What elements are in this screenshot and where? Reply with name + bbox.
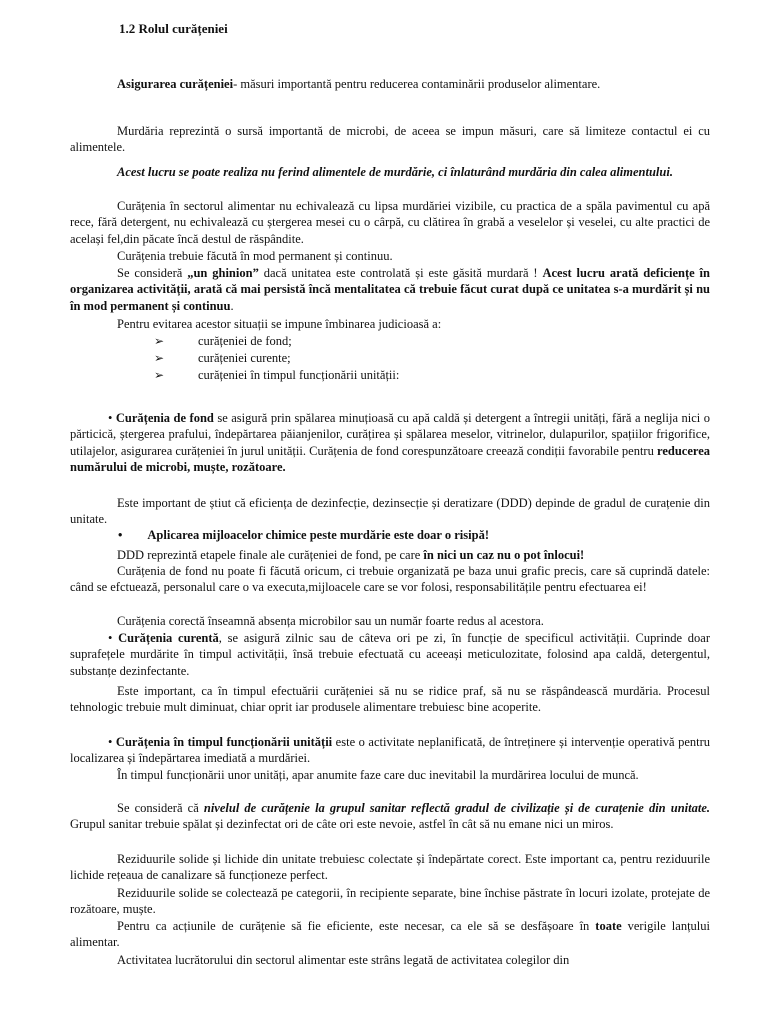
list-item-text: curățeniei curente; xyxy=(198,351,291,366)
bold-term: Curățenia în timpul funcționării unității xyxy=(115,735,333,749)
paragraph-text: este o activitate neplanificată, de întreținere și intervenție operativă pentru localizarea și îndepărtarea imediată a murdăriei. xyxy=(70,735,710,766)
paragraph-faze-murdarire: În timpul funcționării unor unități, apar anumite faze care duc inevitabil la murdărirea locului de muncă. xyxy=(117,768,639,782)
bullet-icon: • xyxy=(118,528,123,542)
paragraph-emphasis: Acest lucru se poate realiza nu ferind alimentele de murdărie, ci înlaturând murdăria din calea alimentului. xyxy=(117,165,673,179)
section-title: 1.2 Rolul curățeniei xyxy=(119,21,228,36)
paragraph-curatenie-definition xyxy=(70,76,710,92)
paragraph-text: Grupul sanitar trebuie spălat și dezinfectat ori de câte ori este nevoie, astfel în cât să nu emane nici un miros. xyxy=(70,817,614,832)
bold-term: Curățenia de fond xyxy=(115,411,214,425)
bold-term: Curățenia curentă xyxy=(118,631,219,645)
paragraph-text: se asigură prin spălarea minuțioasă cu apă caldă și detergent a întregii unități, fără a neglija nici o părticică, ștergerea prafului, îndepărtarea păianjenilor, curățirea și spălarea meselor, vitrinelor, dulapurilor, spațiilor frigorifice, utilajelor, asigurarea curățeniei în jurul unității. Curățenia de fond corespunzătoare creează condiții favorabile pentru xyxy=(70,411,710,458)
paragraph-ddd-etape xyxy=(70,547,710,563)
paragraph-actiuni-curatenie xyxy=(70,918,710,951)
paragraph-text: - măsuri importantă pentru reducerea contaminării produselor alimentare. xyxy=(233,77,601,91)
list-item-text: curățeniei în timpul funcționării unității: xyxy=(198,368,400,383)
paragraph-sector-alimentar: Curățenia în sectorul alimentar nu echivalează cu lipsa murdăriei vizibile, cu practica de a spăla pavimentul cu apă rece, fără detergent, nu echivalează cu ștergerea mesei cu o cârpă, cu clătirea în grabă a veselelor și veselei, cu alte practici de același fel,din păcate încă destul de răspândite. xyxy=(70,199,710,246)
paragraph-praf: Este important, ca în timpul efectuării curățeniei să nu se ridice praf, să nu se răspândească murdăria. Procesul tehnologic trebuie mult diminuat, chiar oprit iar produsele alimentare trebuiesc bine acoperite. xyxy=(70,684,710,715)
list-item xyxy=(154,367,399,384)
list-item xyxy=(154,350,399,367)
paragraph-text: , se asigură zilnic sau de câteva ori pe zi, în funcție de specificul activității. Cuprinde doar suprafețele murdărite în timpul activității, însă trebuie efectuată cu aceeași meticulozitate, folosind apa caldă, detergentul, substanțe dezinfectante. xyxy=(70,631,710,678)
bold-term: Asigurarea curățeniei xyxy=(117,77,234,91)
paragraph-text: Se consideră că xyxy=(117,801,204,815)
bullet-icon: • xyxy=(108,411,113,425)
paragraph-text: Pentru ca acțiunile de curățenie să fie eficiente, este necesar, ca ele să se desfășoare în xyxy=(117,919,596,933)
paragraph-text: dacă unitatea este controlată și este găsită murdară ! xyxy=(258,266,543,280)
bullet-icon: • xyxy=(108,735,113,749)
bold-text: reducerea numărului de microbi, muște, rozătoare. xyxy=(70,443,710,475)
paragraph-grafic: Curățenia de fond nu poate fi făcută oricum, ci trebuie organizată pe baza unui grafic precis, care să cuprindă datele: când se efctuează, personalul care o va executa,mijloacele care se vor folosi, responsabilitățile pentru efectuarea ei! xyxy=(70,564,710,595)
paragraph-text: Se consideră xyxy=(117,266,188,280)
paragraph-evitare: Pentru evitarea acestor situații se impune îmbinarea judicioasă a: xyxy=(117,317,442,331)
bold-text: toate xyxy=(595,919,622,933)
paragraph-murdaria: Murdăria reprezintă o sursă importantă de microbi, de aceea se impun măsuri, care să limiteze contactul ei cu alimentele. xyxy=(70,124,710,155)
bold-term: „un ghinion” xyxy=(187,266,259,280)
paragraph-ddd-eficienta: Este important de știut că eficiența de dezinfecție, dezinsecție și deratizare (DDD) depinde de gradul de curațenie din unitate. xyxy=(70,496,710,527)
cleaning-types-list xyxy=(154,333,399,385)
paragraph-lucrator: Activitatea lucrătorului din sectorul alimentar este strâns legată de activitatea colegilor din xyxy=(117,953,570,967)
arrow-bullet-icon: ➢ xyxy=(154,334,165,348)
list-item-text: curățeniei de fond; xyxy=(198,334,292,348)
paragraph-curatenia-timpul-functionarii xyxy=(70,734,710,767)
bullet-icon: • xyxy=(108,631,113,645)
list-item xyxy=(154,333,399,350)
paragraph-text: verigile lanțului alimentar. xyxy=(70,919,710,950)
bold-text: Acest lucru arată deficiențe în organizarea activității, arată că mai persistă încă mentalitatea că trebuie făcut curat după ce unitatea s-a murdărit și nu în mod permanent și continuu xyxy=(70,266,710,313)
paragraph-grup-sanitar xyxy=(70,800,710,833)
arrow-bullet-icon: ➢ xyxy=(154,351,165,366)
paragraph-text: DDD reprezintă etapele finale ale curățeniei de fond, pe care xyxy=(117,548,424,562)
paragraph-absenta-microbi: Curățenia corectă înseamnă absența microbilor sau un număr foarte redus al acestora. xyxy=(117,614,544,628)
paragraph-ghinion xyxy=(70,265,710,314)
paragraph-text: . xyxy=(230,298,234,313)
paragraph-chemical-warning xyxy=(118,528,489,543)
paragraph-reziduuri-colectare: Reziduurile solide și lichide din unitate trebuiesc colectate și îndepărtate corect. Este important ca, pentru reziduurile lichide rețeaua de canalizare să funcționeze perfect. xyxy=(70,852,710,883)
paragraph-reziduuri-solide: Reziduurile solide se colectează pe categorii, în recipiente separate, bine închise păstrate în locuri izolate, protejate de rozătoare, muște. xyxy=(70,886,710,917)
bold-text: în nici un caz nu o pot înlocui! xyxy=(423,548,585,562)
paragraph-curatenia-curenta xyxy=(70,630,710,679)
bold-italic-text: nivelul de curățenie la grupul sanitar reflectă gradul de civilizație și de curațenie din unitate. xyxy=(203,801,710,815)
paragraph-permanent: Curățenia trebuie făcută în mod permanent și continuu. xyxy=(117,249,393,263)
paragraph-curatenia-de-fond xyxy=(70,410,710,476)
bold-text: Aplicarea mijloacelor chimice peste murdărie este doar o risipă! xyxy=(147,528,489,542)
arrow-bullet-icon: ➢ xyxy=(154,368,165,383)
